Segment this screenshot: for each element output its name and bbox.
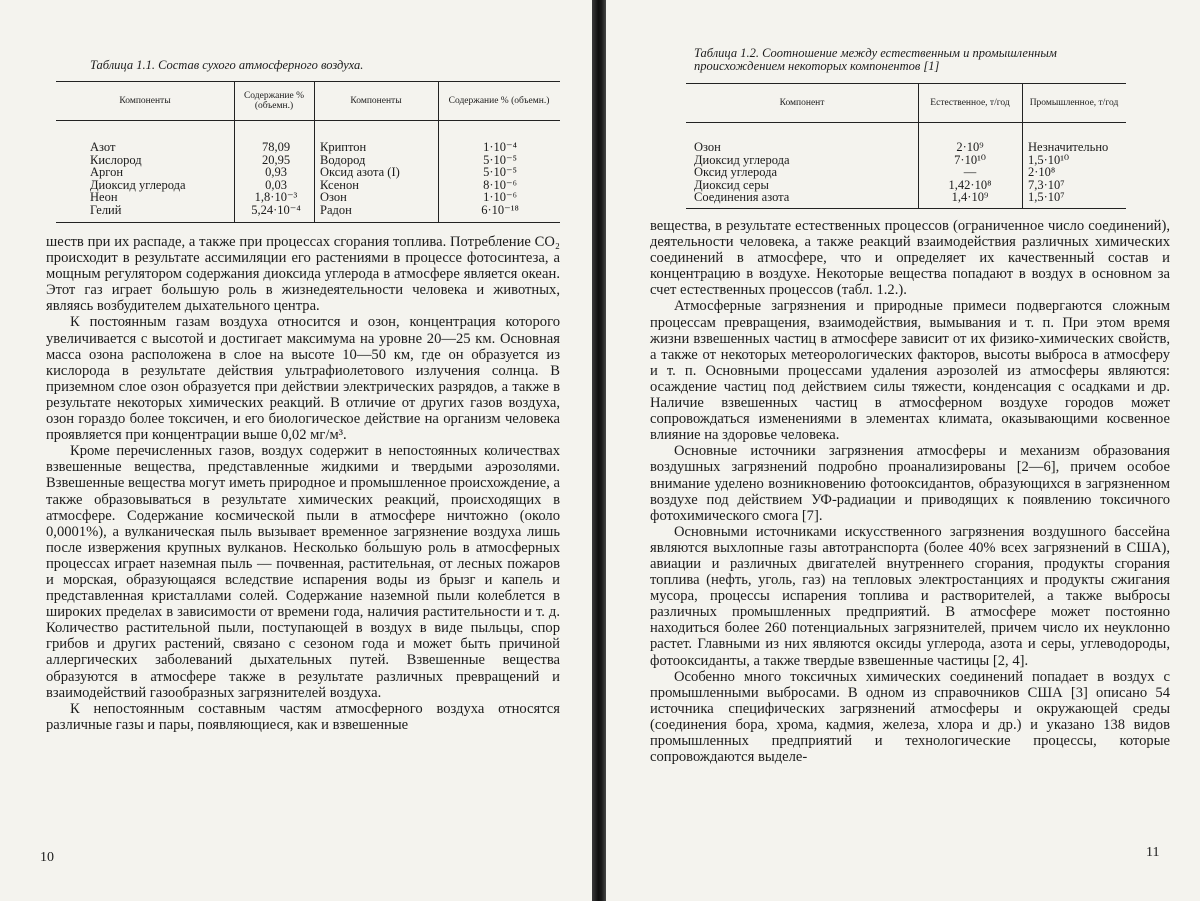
table-header-component: Компонент xyxy=(779,98,825,108)
table-column-content xyxy=(238,141,314,216)
table-cell: Оксид азота (I) xyxy=(320,165,400,179)
table-cell: Криптон xyxy=(320,140,367,154)
table-1-2 xyxy=(686,83,1126,209)
table-cell: 1,5·10¹⁰ xyxy=(1028,152,1070,167)
table-cell: 5,24·10⁻⁴ xyxy=(251,202,301,217)
table-cell: Неон xyxy=(90,190,118,204)
table-cell: Диоксид углерода xyxy=(694,152,790,167)
table-column-components xyxy=(90,141,186,216)
table-divider xyxy=(918,84,919,208)
table-cell: Незначительно xyxy=(1028,140,1109,154)
table-divider xyxy=(1022,84,1023,208)
paragraph: Кроме перечисленных газов, воздух содержит в непостоянных количествах взвешенные вещества, представленные жидкими и твердыми аэрозолями. Взвешенные вещества могут иметь природное и промышленное происхождение, а также образовываться в результате химических реакций, происходящих в атмосфере. Содержание космической пыли в атмосфере ничтожно (около 0,0001%), а вулканическая пыль вызывает временное загрязнение воздуха лишь после извержения крупных вулканов. Несколько бо́льшую роль в атмосферных процессах играет наземная пыль — почвенная, растительная, от лесных пожаров и морская, образующаяся вследствие испарения воды из брызг и капель и представленная кристаллами солей. Содержание наземной пыли колеблется в широких пределах в зависимости от времени года, наличия растительности и т. д. Количество растительной пыли, поступающей в воздух в виде пыльцы, спор грибов и других растений, связано с сезоном года и может быть причиной аллергических заболеваний дыхательных путей. Взвешенные вещества образуются в атмосфере также в результате различных превращений и взаимодействий газообразных загрязнителей воздуха. xyxy=(46,443,560,701)
table-cell: Аргон xyxy=(90,165,124,179)
table-cell: 1,8·10⁻³ xyxy=(254,190,298,204)
left-page xyxy=(0,0,594,901)
table-cell: Радон xyxy=(320,202,352,217)
table-cell: 1,42·10⁸ xyxy=(948,177,992,192)
paragraph: вещества, в результате естественных процессов (ограниченное число соединений), деятельности человека, а также реакций взаимодействия различных химических соединений в атмосфере, что и определяет их качественный состав и концентрацию в воздухе. Некоторые вещества попадают в воздух в основном за счет естественных процессов (табл. 1.2.). xyxy=(650,218,1170,299)
table-cell: 2·10⁸ xyxy=(1028,165,1056,179)
table-1-1-caption: Таблица 1.1. Состав сухого атмосферного воздуха. xyxy=(90,58,364,72)
table-cell: 1·10⁻⁴ xyxy=(483,140,517,154)
table-header-content-2: Содержание % (объемн.) xyxy=(448,96,550,106)
page-number: 10 xyxy=(40,850,54,865)
right-page xyxy=(606,0,1200,901)
table-divider xyxy=(314,82,315,222)
table-cell: 20,95 xyxy=(261,152,291,167)
table-cell: Соединения азота xyxy=(694,190,790,204)
table-cell: Водород xyxy=(320,152,366,167)
table-header-components: Компоненты xyxy=(119,96,171,106)
table-cell: Озон xyxy=(320,190,347,204)
table-cell: 5·10⁻⁵ xyxy=(483,152,517,167)
table-column-natural xyxy=(922,141,1018,204)
table-cell: 1,4·10⁹ xyxy=(951,190,989,204)
table-divider xyxy=(234,82,235,222)
table-cell: 5·10⁻⁵ xyxy=(483,165,517,179)
table-cell: 2·10⁹ xyxy=(956,140,984,154)
table-cell: Озон xyxy=(694,140,721,154)
table-cell: Гелий xyxy=(90,202,122,217)
table-header-content: Содержание % (объемн.) xyxy=(243,91,305,111)
page-number: 11 xyxy=(1146,845,1160,860)
table-divider xyxy=(438,82,439,222)
table-1-1 xyxy=(56,81,560,223)
caption-line: происхождением некоторых компонентов [1] xyxy=(694,59,940,73)
table-cell: 0,93 xyxy=(265,165,287,179)
table-cell: 78,09 xyxy=(261,140,291,154)
table-cell: Диоксид углерода xyxy=(90,177,186,192)
table-1-1-header xyxy=(56,82,560,121)
table-cell: Азот xyxy=(90,140,116,154)
table-header-components-2: Компоненты xyxy=(350,96,402,106)
table-cell: 7·10¹⁰ xyxy=(954,152,986,167)
table-cell: 0,03 xyxy=(265,177,287,192)
table-column-component xyxy=(694,141,790,204)
table-cell: Ксенон xyxy=(320,177,359,192)
table-cell: 7,3·10⁷ xyxy=(1028,177,1065,192)
paragraph: К непостоянным составным частям атмосферного воздуха относятся различные газы и пары, появляющиеся, как и взвешенные xyxy=(46,700,560,733)
right-body-text xyxy=(650,218,1170,765)
caption-line: Таблица 1.2. Соотношение между естественным и промышленным xyxy=(694,46,1057,60)
table-cell: 8·10⁻⁶ xyxy=(483,177,517,192)
paragraph: Атмосферные загрязнения и природные примеси подвергаются сложным процессам превращения, взаимодействия, вымывания и т. п. При этом время жизни взвешенных частиц в атмосфере зависит от их физико-химических свойств, а также от некоторых метеорологических факторов, высоты выброса в атмосферу и т. п. Основными процессами удаления аэрозолей из атмосферы являются: осаждение частиц под действием силы тяжести, конденсация с осадками и др. Наличие взвешенных частиц в атмосферном воздухе городов может сопровождаться изменениями в элементах климата, оказывающими косвенное влияние на здоровье человека. xyxy=(650,298,1170,444)
left-body-text xyxy=(46,234,560,733)
paragraph: Основными источниками искусственного загрязнения воздушного бассейна являются выхлопные газы автотранспорта (более 40% всех загрязнений в США), авиации и различных двигателей внутреннего сгорания, продукты сгорания топлива (нефть, уголь, газ) на тепловых электростанциях и продукты сжигания мусора, процессы испарения топлива и растворителей, а также выбросы различных промышленных предприятий. В атмосфере может постоянно находиться более 260 потенциальных загрязнителей, причем число их неуклонно растет. Главными из них являются оксиды углерода, азота и серы, углеводороды, фотооксиданты, а также твердые взвешенные частицы [2, 4]. xyxy=(650,523,1170,669)
table-cell: 6·10⁻¹⁸ xyxy=(481,202,519,217)
table-cell: Диоксид серы xyxy=(694,177,769,192)
table-1-2-header xyxy=(686,84,1126,123)
table-cell: — xyxy=(963,165,977,179)
paragraph: шеств при их распаде, а также при процессах сгорания топлива. Потребление CO₂ происходит в результате ассимиляции его растениями в процессе фотосинтеза, а мощным регулятором содержания диоксида углерода в атмосфере является океан. Этот газ играет большую роль в жизнедеятельности человека и животных, являясь возбудителем дыхательного центра. xyxy=(46,234,560,315)
paragraph: К постоянным газам воздуха относится и озон, концентрация которого увеличивается с высотой и достигает максимума на уровне 20—25 км. Основная масса озона расположена в слое на высоте 10—50 км, где он образуется из кислорода в результате действия ультрафиолетового излучения солнца. В приземном слое озон образуется при действии электрических разрядов, а также в результате некоторых химических реакций. В отличие от других газов воздуха, озон гораздо более токсичен, и его биологическое действие на организм человека проявляется при концентрации выше 0,02 мг/м³. xyxy=(46,314,560,444)
table-cell: 1·10⁻⁶ xyxy=(483,190,517,204)
table-column-components-2 xyxy=(320,141,400,216)
table-column-content-2 xyxy=(442,141,558,216)
table-1-2-caption xyxy=(694,47,1057,73)
table-header-natural: Естественное, т/год xyxy=(930,98,1010,108)
paragraph: Основные источники загрязнения атмосферы и механизм образования воздушных загрязнений подробно проанализированы [2—6], причем особое внимание уделено возникновению фотооксидантов, образующихся в загрязненном воздухе под действием УФ-радиации и приводящих к появлению токсичного фотохимического смога [7]. xyxy=(650,443,1170,524)
table-cell: Кислород xyxy=(90,152,142,167)
table-header-industrial: Промышленное, т/год xyxy=(1029,98,1119,108)
table-column-industrial xyxy=(1028,141,1108,204)
table-cell: Оксид углерода xyxy=(694,165,778,179)
table-cell: 1,5·10⁷ xyxy=(1028,190,1065,204)
paragraph: Особенно много токсичных химических соединений попадает в воздух с промышленными выбросами. В одном из справочников США [3] описано 54 источника специфических загрязнений атмосферы и окружающей среды (соединения бора, хрома, кадмия, железа, хлора и др.) и указано 138 видов промышленных предприятий и технологические процессы, которые сопровождаются выделе- xyxy=(650,668,1170,766)
